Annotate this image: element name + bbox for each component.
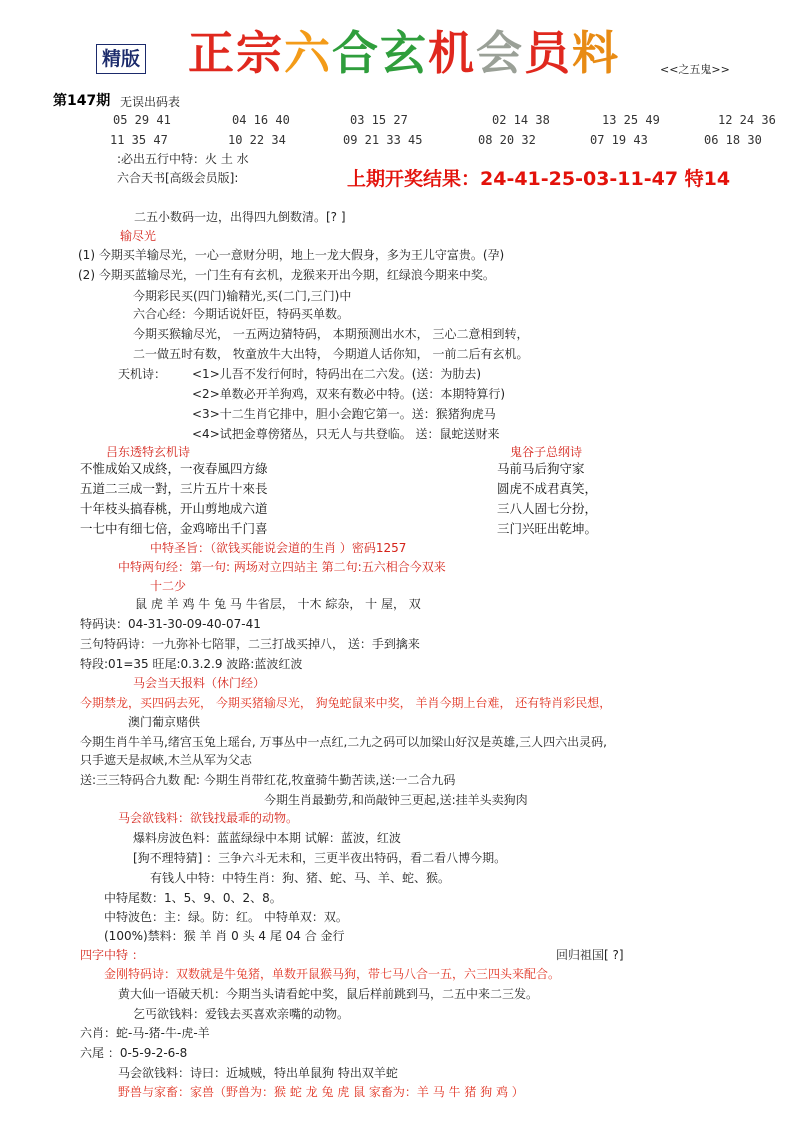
- liu-xiao: 六肖：蛇-马-猪-牛-虎-羊: [80, 1026, 210, 1040]
- line: 六合心经：今期话说奸臣，特码买单数。: [133, 307, 350, 321]
- title-char: 玄: [380, 26, 428, 80]
- you-qian-ren: 有钱人中特：中特生肖：狗、猪、蛇、马、羊、蛇、猴。: [150, 871, 451, 885]
- jin-gang: 金刚特码诗：双数就是牛兔猪，单数开鼠猴马狗，带七马八合一五，六三四头来配合。: [104, 967, 561, 981]
- num-cell: 08 20 32: [478, 133, 536, 147]
- song-line-2: 今期生肖最勤劳,和尚敲钟三更起,送:挂羊头卖狗肉: [264, 793, 528, 807]
- poem-left-line: 十年枝头搞春桃，开山剪地成六道: [80, 501, 268, 516]
- title-char: 员: [524, 26, 572, 80]
- section-shu-jin-guang: 输尽光: [120, 229, 157, 243]
- bao-liao: 爆料房波色料：蓝蓝绿绿中本期 试解：蓝波，红波: [133, 831, 401, 845]
- tianji-line: <3>十二生肖它排中，胆小会跑它第一。送：猴猪狗虎马: [192, 407, 496, 421]
- line: 今期买猴输尽光， 一五两边猜特码， 本期预测出水木， 三心二意相到转，: [133, 327, 529, 341]
- ye-shou-jia-chu: 野兽与家畜：家兽（野兽为：猴 蛇 龙 兔 虎 鼠 家畜为：羊 马 牛 猪 狗 鸡 ）: [118, 1085, 524, 1099]
- poem-right-line: 马前马后狗守家: [497, 461, 585, 476]
- poem-left-title: 吕东透特玄机诗: [106, 445, 191, 459]
- song-line: 送:三三特码合九数 配: 今期生肖带红花,牧童骑牛勤苦读,送:一二合九码: [80, 773, 456, 787]
- ma-hui-dang-line: 今期禁龙，买四码去死， 今期买猪输尽光， 狗兔蛇鼠来中奖， 羊肖今期上台难， 还有特肖彩民想，: [80, 696, 612, 710]
- jin-liao: (100%)禁料：猴 羊 肖 0 头 4 尾 04 合 金行: [104, 929, 345, 943]
- num-cell: 03 15 27: [350, 113, 408, 127]
- num-cell: 06 18 30: [704, 133, 762, 147]
- num-cell: 13 25 49: [602, 113, 660, 127]
- para-2: (2) 今期买蓝输尽光，一门生有有玄机，龙猴来开出今期，红绿浪今期来中奖。: [78, 268, 495, 282]
- poem-right-line: 圆虎不成君真笑，: [497, 481, 598, 496]
- poem-right-line: 三八人固七分扮，: [497, 501, 598, 516]
- title-char: 正: [188, 26, 236, 80]
- poem-left-line: 五道二三成一對，三片五片十來長: [80, 481, 268, 496]
- num-cell: 05 29 41: [113, 113, 171, 127]
- tianji-line: <4>试把金尊傍猪丛，只无人与共登临。 送：鼠蛇送财来: [192, 427, 500, 441]
- num-cell: 12 24 36: [718, 113, 776, 127]
- shi-er-sheng-label: 十二少: [150, 579, 187, 593]
- huang-da-xian: 黄大仙一语破天机：今期当头请看蛇中奖，鼠后样前跳到马，二五中来二三发。: [118, 987, 539, 1001]
- tianji-label: 天机诗：: [118, 367, 167, 381]
- num-cell: 07 19 43: [590, 133, 648, 147]
- te-ma-jue: 特码诀：04-31-30-09-40-07-41: [80, 617, 261, 631]
- te-duan: 特段:01=35 旺尾:0.3.2.9 波路:蓝波红波: [80, 657, 303, 671]
- tianshu-label: 六合天书[高级会员版]:: [117, 171, 239, 185]
- poem-right-title: 鬼谷子总纲诗: [510, 445, 583, 459]
- title-char: 会: [476, 26, 524, 80]
- subtitle: <<之五鬼>>: [660, 63, 730, 76]
- five-elements: :必出五行中特：火 土 水: [117, 152, 249, 166]
- zhong-te-wei: 中特尾数：1、5、9、0、2、8。: [104, 891, 282, 905]
- aomen-line: 只手遮天是叔峽,木兰从军为父志: [80, 753, 252, 767]
- num-cell: 02 14 38: [492, 113, 550, 127]
- title-char: 合: [332, 26, 380, 80]
- line: 今期彩民买(四门)输精光,买(二门,三门)中: [133, 289, 352, 303]
- num-cell: 10 22 34: [228, 133, 286, 147]
- title-char: 宗: [236, 26, 284, 80]
- san-ju-te-ma: 三句特码诗：一九弥补七陪罪，二三打战买掉八， 送：手到擒来: [80, 637, 420, 651]
- qian-shu: 马会欲钱料：欲钱找最乖的动物。: [118, 811, 299, 825]
- issue-number: 第147期: [53, 93, 111, 109]
- num-cell: 09 21 33 45: [343, 133, 423, 147]
- liang-ju-jing: 中特两句经：第一句: 两场对立四站主 第二句:五六相合今双来: [118, 560, 446, 574]
- ma-hui-shi: 马会欲钱料：诗曰：近城贼，特出单鼠狗 特出双羊蛇: [118, 1066, 398, 1080]
- poem-right-line: 三门兴旺出乾坤。: [497, 521, 598, 536]
- poem-left-line: 一七中有细七倍，金鸡啼出千门喜: [80, 521, 268, 536]
- title-char: 六: [284, 26, 332, 80]
- para-1: (1) 今期买羊输尽光，一心一意财分明，地上一龙大假身，多为王儿守富贵。(孕): [78, 248, 505, 262]
- page-title: [188, 26, 620, 80]
- aomen-label: 澳门葡京赌供: [128, 715, 201, 729]
- line: 二一做五时有数， 牧童放牛大出特， 今期道人话你知， 一前二后有玄机。: [133, 347, 529, 361]
- bo-se: 中特波色：主：绿。防：红。 中特单双：双。: [104, 910, 348, 924]
- aomen-line: 今期生肖牛羊马,绪宫玉兔上瑶台, 万事丛中一点红,二九之码可以加梁山好汉是英雄,三人四六出灵码,: [80, 735, 607, 749]
- tianji-line: <2>单数必开羊狗鸡，双来有数必中特。(送：本期特算行): [192, 387, 506, 401]
- ma-hui-dang-tian: 马会当天报料（休门经）: [133, 676, 266, 690]
- hui-gui-zu-guo: 回归祖国[ ?]: [556, 948, 624, 962]
- qi-gai: 乞丐欲钱料：爱钱去买喜欢亲嘴的动物。: [133, 1007, 350, 1021]
- tianji-line: <1>儿吾不发行何时，特码出在二六发。(送：为肋去): [192, 367, 482, 381]
- gou-bu-li: [狗不理特猜] ：三争六斗无未和，三更半夜出特码，看二看八博今期。: [133, 851, 507, 865]
- last-result: 上期开奖结果：24-41-25-03-11-47 特14: [347, 168, 731, 190]
- poem-left-line: 不惟成始又成終，一夜春風四方綠: [80, 461, 268, 476]
- liu-wei: 六尾 ：0-5-9-2-6-8: [80, 1046, 188, 1060]
- title-char: 机: [428, 26, 476, 80]
- small-big-line: 二五小数码一边，出得四九倒数清。[? ]: [134, 210, 346, 224]
- title-char: 料: [572, 26, 620, 80]
- num-cell: 11 35 47: [110, 133, 168, 147]
- issue-subtitle: 无误出码表: [120, 95, 181, 109]
- num-cell: 04 16 40: [232, 113, 290, 127]
- zhong-te-sheng-zhi: 中特圣旨：（欲钱买能说会道的生肖 ）密码1257: [150, 541, 407, 555]
- si-zi-zhong-te: 四字中特 ：: [80, 948, 144, 962]
- edition-badge: 精版: [96, 44, 146, 74]
- zodiac-row: 鼠 虎 羊 鸡 牛 兔 马 牛省层， 十木 綜杂， 十 屋， 双: [135, 597, 421, 611]
